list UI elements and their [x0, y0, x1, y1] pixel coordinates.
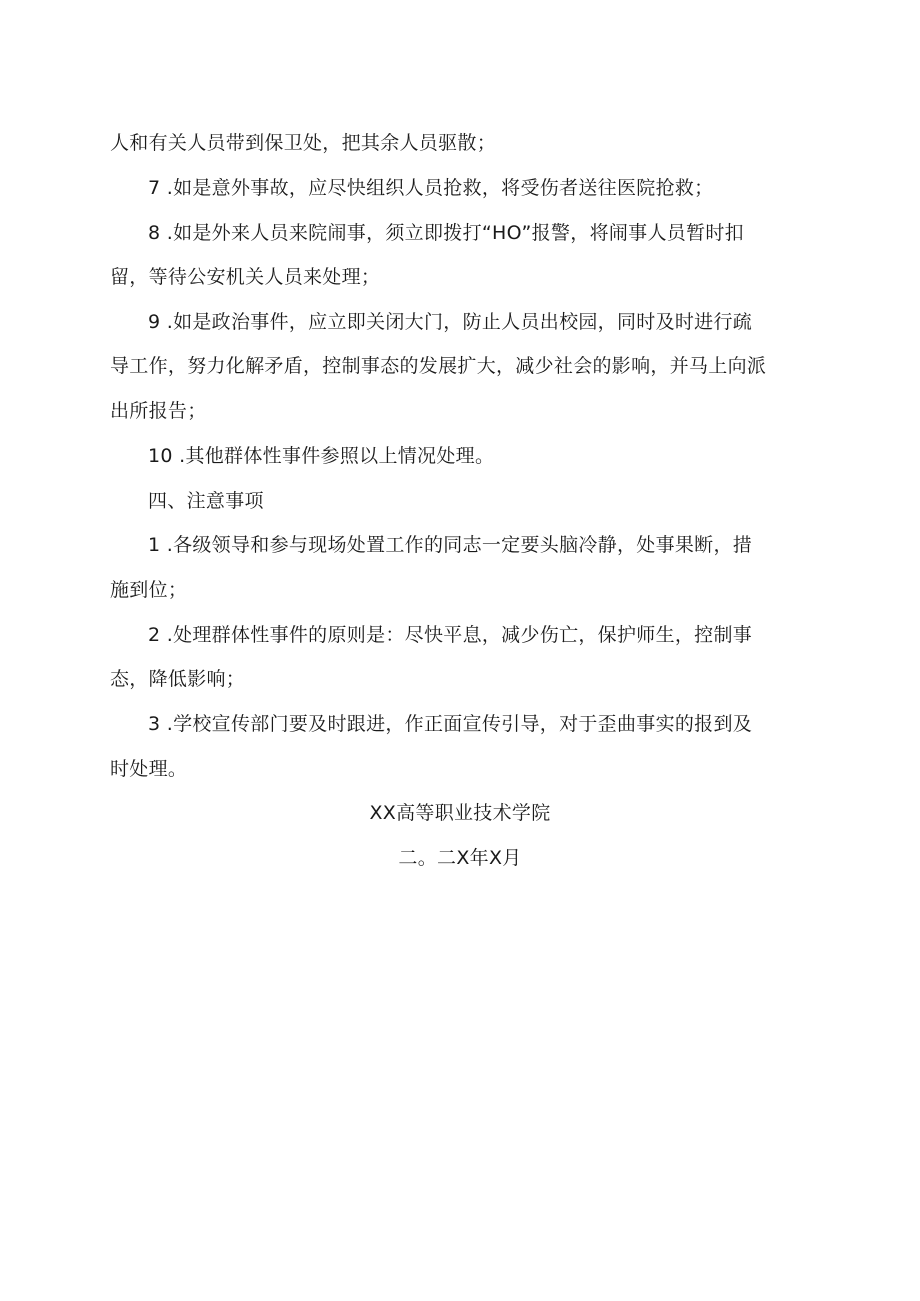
- body-line: 8 .如是外来人员来院闹事，须立即拨打“HO”报警，将闹事人员暂时扣: [148, 222, 744, 244]
- body-line: 3 .学校宣传部门要及时跟进，作正面宣传引导，对于歪曲事实的报到及: [148, 713, 753, 735]
- body-line: 人和有关人员带到保卫处，把其余人员驱散；: [110, 132, 497, 154]
- body-line: 10 .其他群体性事件参照以上情况处理。: [148, 445, 495, 467]
- body-line: 2 .处理群体性事件的原则是：尽快平息，减少伤亡，保护师生，控制事: [148, 624, 753, 646]
- body-line: 留，等待公安机关人员来处理；: [110, 266, 381, 288]
- body-line: 出所报告；: [110, 400, 207, 422]
- body-line: 9 .如是政治事件，应立即关闭大门，防止人员出校园，同时及时进行疏: [148, 311, 753, 333]
- signature-organization: XX高等职业技术学院: [369, 802, 551, 824]
- section-heading: 四、注意事项: [148, 490, 264, 512]
- body-line: 施到位；: [110, 579, 188, 601]
- body-line: 态，降低影响；: [110, 668, 246, 690]
- body-line: 7 .如是意外事故，应尽快组织人员抢救，将受伤者送往医院抢救；: [148, 177, 714, 199]
- body-line: 导工作，努力化解矛盾，控制事态的发展扩大，减少社会的影响，并马上向派: [110, 355, 767, 377]
- body-line: 时处理。: [110, 758, 188, 780]
- signature-date: 二。二X年X月: [398, 847, 522, 869]
- body-line: 1 .各级领导和参与现场处置工作的同志一定要头脑冷静，处事果断，措: [148, 534, 753, 556]
